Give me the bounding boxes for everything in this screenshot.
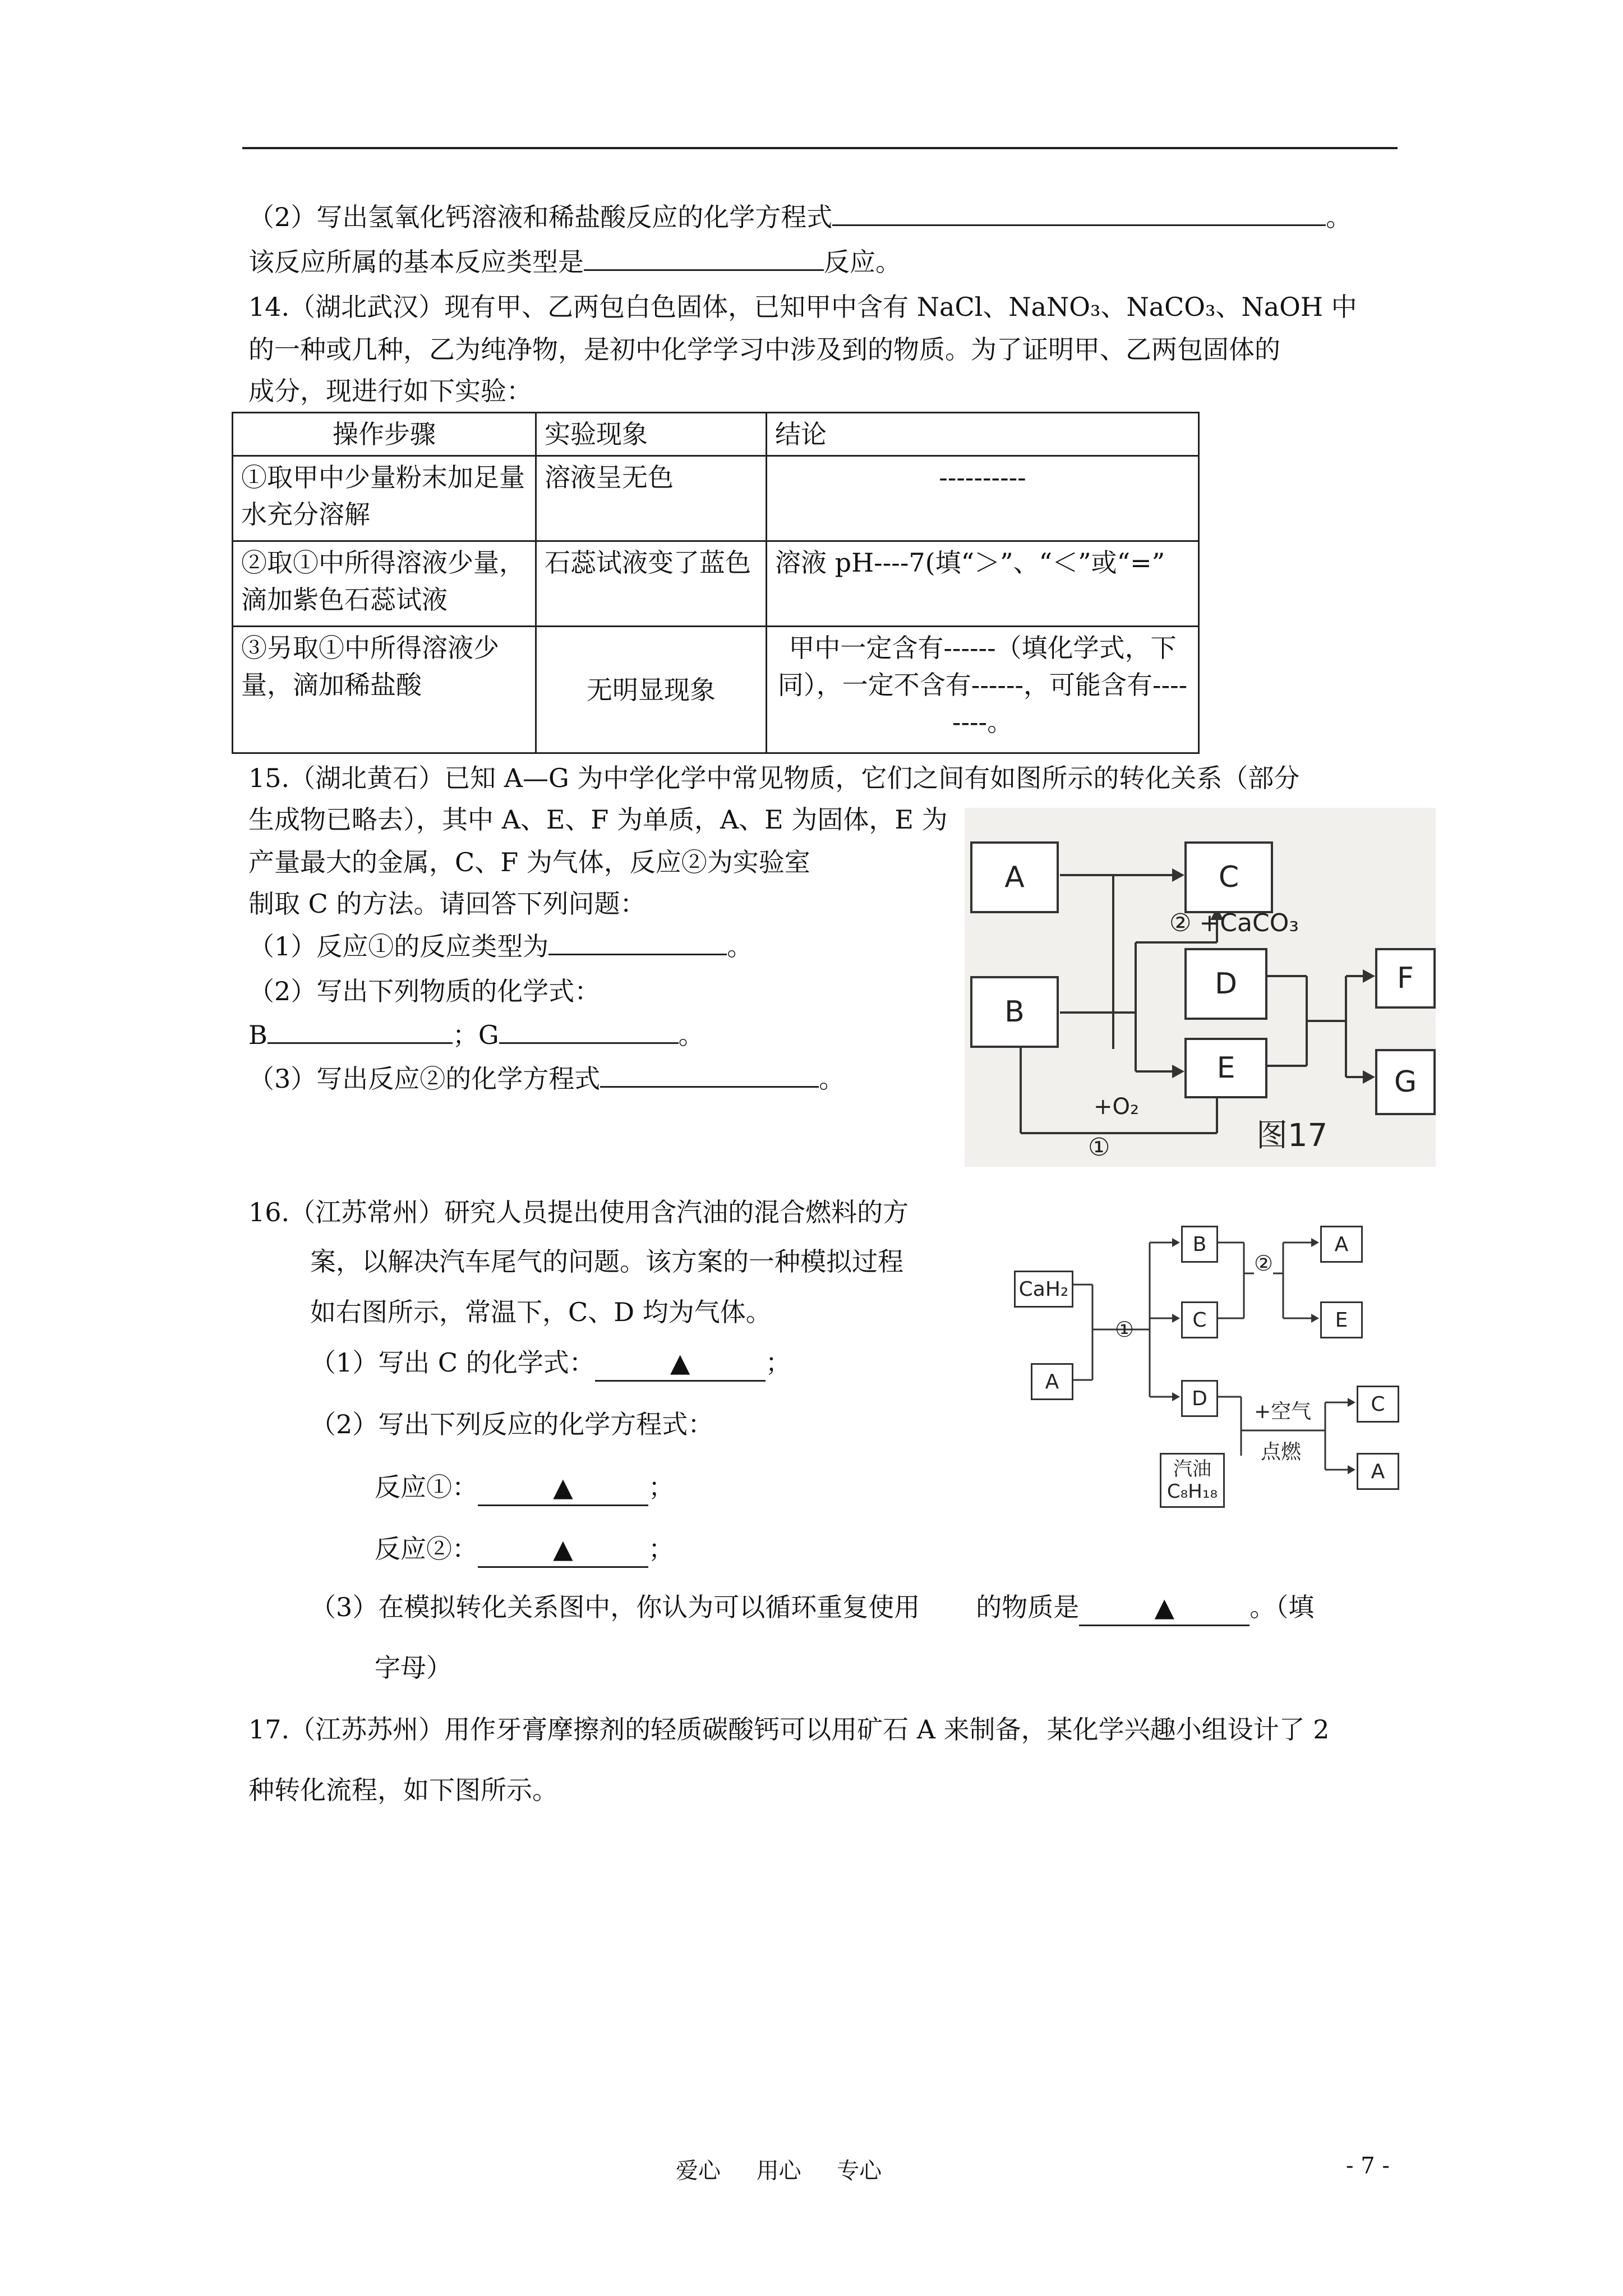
label-o2: +O₂	[1094, 1094, 1140, 1120]
q16-node-b: B	[1181, 1226, 1218, 1263]
q16-label-step2: ②	[1254, 1251, 1274, 1276]
q16-q3: （3）在模拟转化关系图中，你认为可以循环重复使用 的物质是 ▲ 。（填	[310, 1590, 1314, 1626]
node-e: E	[1184, 1038, 1267, 1098]
q15-line2: 生成物已略去），其中 A、E、F 为单质，A、E 为固体，E 为	[248, 804, 948, 835]
table-header: 操作步骤	[233, 413, 536, 456]
q13-line2: 该反应所属的基本反应类型是 反应。	[248, 245, 901, 279]
q16-q1: （1）写出 C 的化学式： ▲ ；	[310, 1345, 791, 1382]
q16-label-step1: ①	[1115, 1317, 1135, 1342]
q16-node-c-right: C	[1357, 1386, 1399, 1423]
answer-blank[interactable]: ▲	[595, 1345, 766, 1382]
answer-blank[interactable]: ▲	[478, 1470, 648, 1506]
experiment-table	[232, 412, 1200, 754]
q16-r1: 反应①： ▲ ；	[375, 1470, 674, 1506]
q15-q2-answers: B ；G 。	[248, 1018, 704, 1052]
table-row	[233, 541, 1199, 627]
q13-text1: （2）写出氢氧化钙溶液和稀盐酸反应的化学方程式	[248, 202, 833, 232]
q16-q3-line2: 字母）	[375, 1653, 452, 1683]
label-reaction-1: ①	[1088, 1133, 1110, 1162]
node-a: A	[970, 841, 1059, 913]
table-row	[233, 627, 1199, 753]
table-cell: ----------	[767, 456, 1199, 541]
footer-motto: 爱心 用心 专心	[676, 2158, 882, 2184]
answer-blank[interactable]	[499, 1018, 679, 1044]
q16-line2: 案，以解决汽车尾气的问题。该方案的一种模拟过程	[310, 1246, 903, 1277]
node-d: D	[1184, 948, 1267, 1020]
q16-node-a-top: A	[1320, 1226, 1363, 1263]
node-c: C	[1184, 841, 1273, 913]
q15-line1: 15.（湖北黄石）已知 A—G 为中学化学中常见物质，它们之间有如图所示的转化关系（部分	[248, 763, 1300, 793]
q16-label-ignite: 点燃	[1261, 1441, 1302, 1464]
q17-line1: 17.（江苏苏州）用作牙膏摩擦剂的轻质碳酸钙可以用矿石 A 来制备，某化学兴趣小组设计了 2	[248, 1714, 1330, 1745]
table-cell: 溶液呈无色	[536, 456, 767, 541]
q16-node-a-left: A	[1031, 1363, 1073, 1400]
page-number: - 7 -	[1346, 2153, 1390, 2179]
figure-caption: 图17	[1256, 1117, 1328, 1154]
answer-blank[interactable]: ▲	[478, 1531, 648, 1568]
answer-blank[interactable]	[832, 200, 1326, 226]
q15-line3: 产量最大的金属，C、F 为气体，反应②为实验室	[248, 847, 810, 877]
answer-blank[interactable]	[584, 245, 824, 271]
node-f: F	[1375, 948, 1436, 1009]
q16-node-a-bottom: A	[1357, 1453, 1399, 1490]
q17-line2: 种转化流程，如下图所示。	[248, 1775, 558, 1805]
answer-blank[interactable]: ▲	[1079, 1590, 1249, 1626]
q15-line4: 制取 C 的方法。请回答下列问题：	[248, 889, 646, 919]
q16-r2: 反应②： ▲ ；	[375, 1531, 674, 1568]
table-header: 实验现象	[536, 413, 767, 456]
table-cell: 石蕊试液变了蓝色	[536, 541, 767, 627]
node-g: G	[1375, 1049, 1436, 1115]
table-cell: 无明显现象	[536, 627, 767, 753]
q13-text2: 该反应所属的基本反应类型是	[248, 247, 584, 277]
q14-line3: 成分，现进行如下实验：	[248, 376, 532, 406]
q16-node-e: E	[1320, 1301, 1363, 1338]
label-caco3: ② +CaCO₃	[1169, 909, 1299, 937]
table-cell: 溶液 pH----7(填“＞”、“＜”或“=”	[767, 541, 1199, 627]
table-header: 结论	[767, 413, 1199, 456]
q16-node-gasoline: 汽油 C₈H₁₈	[1160, 1453, 1225, 1508]
answer-blank[interactable]	[548, 929, 727, 955]
q16-line3: 如右图所示，常温下，C、D 均为气体。	[310, 1297, 772, 1327]
table-header-row	[233, 413, 1199, 456]
table-cell: 甲中一定含有------（填化学式，下同），一定不含有------，可能含有--------。	[767, 627, 1199, 753]
header-rule	[242, 147, 1398, 149]
q13-line1: （2）写出氢氧化钙溶液和稀盐酸反应的化学方程式 。	[248, 200, 1352, 234]
q15-q2: （2）写出下列物质的化学式：	[248, 976, 601, 1006]
q14-line2: 的一种或几种，乙为纯净物，是初中化学学习中涉及到的物质。为了证明甲、乙两包固体的	[248, 334, 1280, 365]
q16-diagram	[1014, 1217, 1423, 1520]
q16-label-air: +空气	[1254, 1400, 1312, 1423]
q15-q1: （1）反应①的反应类型为 。	[248, 929, 753, 964]
q16-node-d: D	[1181, 1380, 1218, 1417]
q16-node-c-mid: C	[1181, 1301, 1218, 1338]
q16-q2: （2）写出下列反应的化学方程式：	[310, 1409, 714, 1439]
node-b: B	[970, 976, 1059, 1048]
table-cell: ①取甲中少量粉末加足量水充分溶解	[233, 456, 536, 541]
answer-blank[interactable]	[268, 1018, 453, 1044]
table-row	[233, 456, 1199, 541]
answer-blank[interactable]	[600, 1061, 819, 1088]
q14-line1: 14.（湖北武汉）现有甲、乙两包白色固体，已知甲中含有 NaCl、NaNO₃、NaCO₃、NaOH 中	[248, 292, 1357, 322]
table-cell: ③另取①中所得溶液少量，滴加稀盐酸	[233, 627, 536, 753]
q16-node-cah2: CaH₂	[1014, 1271, 1073, 1308]
q16-line1: 16.（江苏常州）研究人员提出使用含汽油的混合燃料的方	[248, 1197, 909, 1227]
table-cell: ②取①中所得溶液少量，滴加紫色石蕊试液	[233, 541, 536, 627]
q15-q3: （3）写出反应②的化学方程式 。	[248, 1061, 845, 1096]
figure-17-diagram	[965, 808, 1436, 1167]
